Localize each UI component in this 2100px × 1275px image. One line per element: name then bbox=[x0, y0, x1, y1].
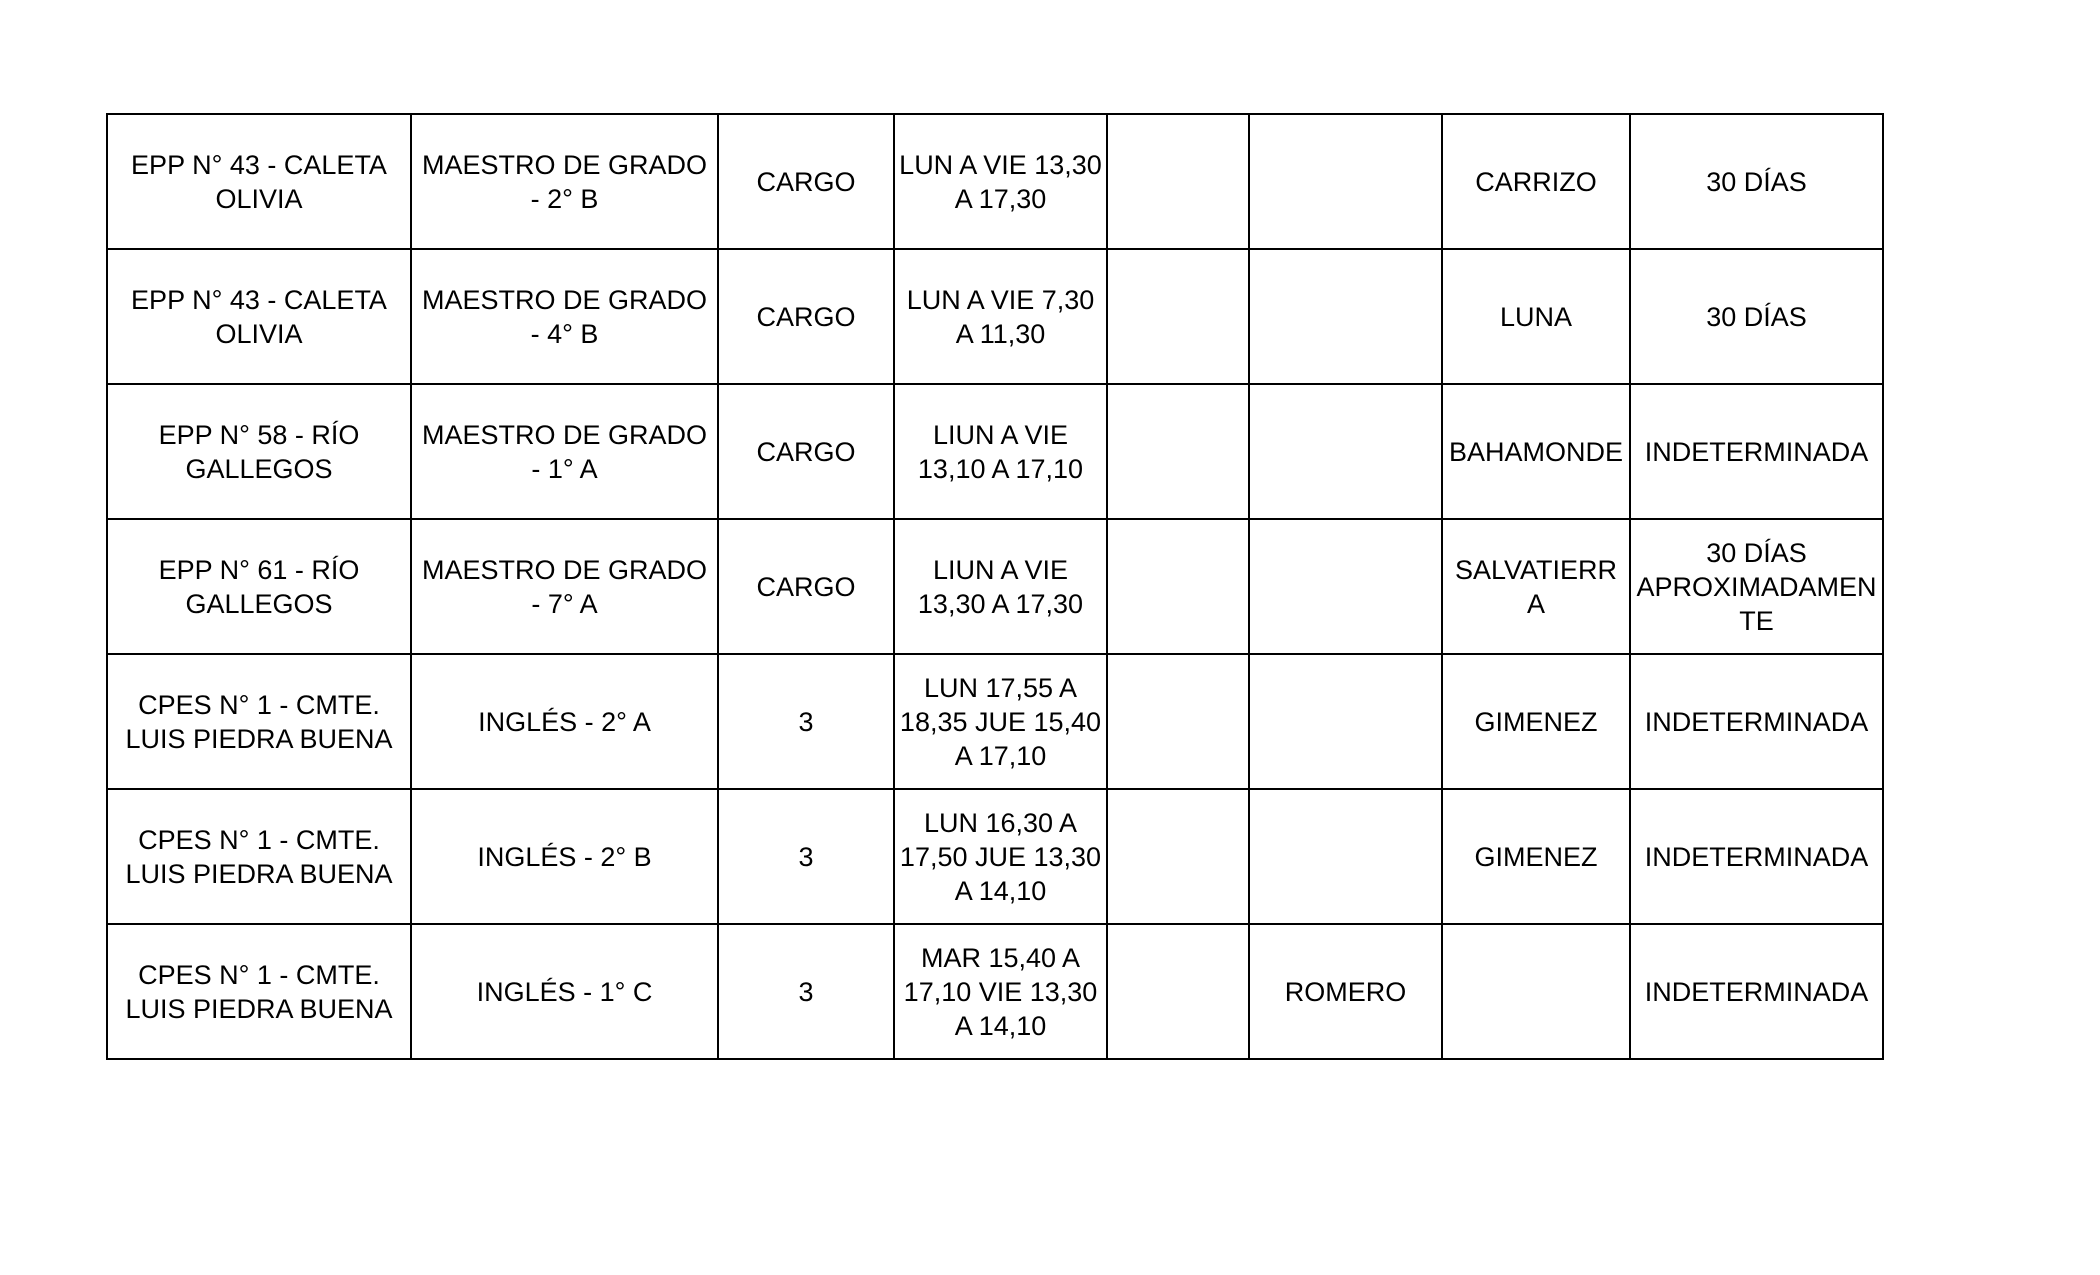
holder-cell: LUNA bbox=[1442, 249, 1630, 384]
position-cell: INGLÉS - 2° A bbox=[411, 654, 718, 789]
hours-cell: CARGO bbox=[718, 519, 894, 654]
table-row bbox=[107, 114, 1883, 249]
holder-cell: BAHAMONDE bbox=[1442, 384, 1630, 519]
schedule-cell: MAR 15,40 A 17,10 VIE 13,30 A 14,10 bbox=[894, 924, 1107, 1059]
schedule-cell: LUN 16,30 A 17,50 JUE 13,30 A 14,10 bbox=[894, 789, 1107, 924]
empty-cell bbox=[1107, 924, 1249, 1059]
holder-cell: CARRIZO bbox=[1442, 114, 1630, 249]
hours-cell: CARGO bbox=[718, 114, 894, 249]
holder-cell: GIMENEZ bbox=[1442, 789, 1630, 924]
schedule-cell: LUN A VIE 13,30 A 17,30 bbox=[894, 114, 1107, 249]
position-cell: MAESTRO DE GRADO - 2° B bbox=[411, 114, 718, 249]
position-cell: INGLÉS - 2° B bbox=[411, 789, 718, 924]
table-row bbox=[107, 654, 1883, 789]
schedule-cell: LUN A VIE 7,30 A 11,30 bbox=[894, 249, 1107, 384]
position-cell: MAESTRO DE GRADO - 4° B bbox=[411, 249, 718, 384]
table-row bbox=[107, 384, 1883, 519]
duration-cell: INDETERMINADA bbox=[1630, 789, 1883, 924]
empty-cell bbox=[1107, 114, 1249, 249]
schedule-cell: LIUN A VIE 13,10 A 17,10 bbox=[894, 384, 1107, 519]
substitute-cell: ROMERO bbox=[1249, 924, 1442, 1059]
duration-cell: 30 DÍAS bbox=[1630, 249, 1883, 384]
duration-cell: 30 DÍAS bbox=[1630, 114, 1883, 249]
table-row bbox=[107, 789, 1883, 924]
school-cell: EPP N° 43 - CALETA OLIVIA bbox=[107, 249, 411, 384]
substitute-cell bbox=[1249, 114, 1442, 249]
position-cell: MAESTRO DE GRADO - 7° A bbox=[411, 519, 718, 654]
table-row bbox=[107, 519, 1883, 654]
duration-cell: 30 DÍAS APROXIMADAMENTE bbox=[1630, 519, 1883, 654]
substitute-cell bbox=[1249, 519, 1442, 654]
school-cell: EPP N° 61 - RÍO GALLEGOS bbox=[107, 519, 411, 654]
substitute-cell bbox=[1249, 249, 1442, 384]
hours-cell: 3 bbox=[718, 789, 894, 924]
holder-cell bbox=[1442, 924, 1630, 1059]
substitute-cell bbox=[1249, 789, 1442, 924]
hours-cell: CARGO bbox=[718, 249, 894, 384]
holder-cell: GIMENEZ bbox=[1442, 654, 1630, 789]
schedule-cell: LUN 17,55 A 18,35 JUE 15,40 A 17,10 bbox=[894, 654, 1107, 789]
hours-cell: 3 bbox=[718, 924, 894, 1059]
school-cell: EPP N° 58 - RÍO GALLEGOS bbox=[107, 384, 411, 519]
empty-cell bbox=[1107, 249, 1249, 384]
school-cell: CPES N° 1 - CMTE. LUIS PIEDRA BUENA bbox=[107, 924, 411, 1059]
empty-cell bbox=[1107, 384, 1249, 519]
holder-cell: SALVATIERRA bbox=[1442, 519, 1630, 654]
school-cell: EPP N° 43 - CALETA OLIVIA bbox=[107, 114, 411, 249]
substitute-cell bbox=[1249, 654, 1442, 789]
duration-cell: INDETERMINADA bbox=[1630, 384, 1883, 519]
duration-cell: INDETERMINADA bbox=[1630, 654, 1883, 789]
position-cell: INGLÉS - 1° C bbox=[411, 924, 718, 1059]
empty-cell bbox=[1107, 789, 1249, 924]
position-cell: MAESTRO DE GRADO - 1° A bbox=[411, 384, 718, 519]
empty-cell bbox=[1107, 654, 1249, 789]
schedule-cell: LIUN A VIE 13,30 A 17,30 bbox=[894, 519, 1107, 654]
substitute-cell bbox=[1249, 384, 1442, 519]
duration-cell: INDETERMINADA bbox=[1630, 924, 1883, 1059]
empty-cell bbox=[1107, 519, 1249, 654]
table-row bbox=[107, 924, 1883, 1059]
table-row bbox=[107, 249, 1883, 384]
hours-cell: CARGO bbox=[718, 384, 894, 519]
hours-cell: 3 bbox=[718, 654, 894, 789]
school-cell: CPES N° 1 - CMTE. LUIS PIEDRA BUENA bbox=[107, 654, 411, 789]
vacancy-table bbox=[106, 113, 1884, 1060]
school-cell: CPES N° 1 - CMTE. LUIS PIEDRA BUENA bbox=[107, 789, 411, 924]
